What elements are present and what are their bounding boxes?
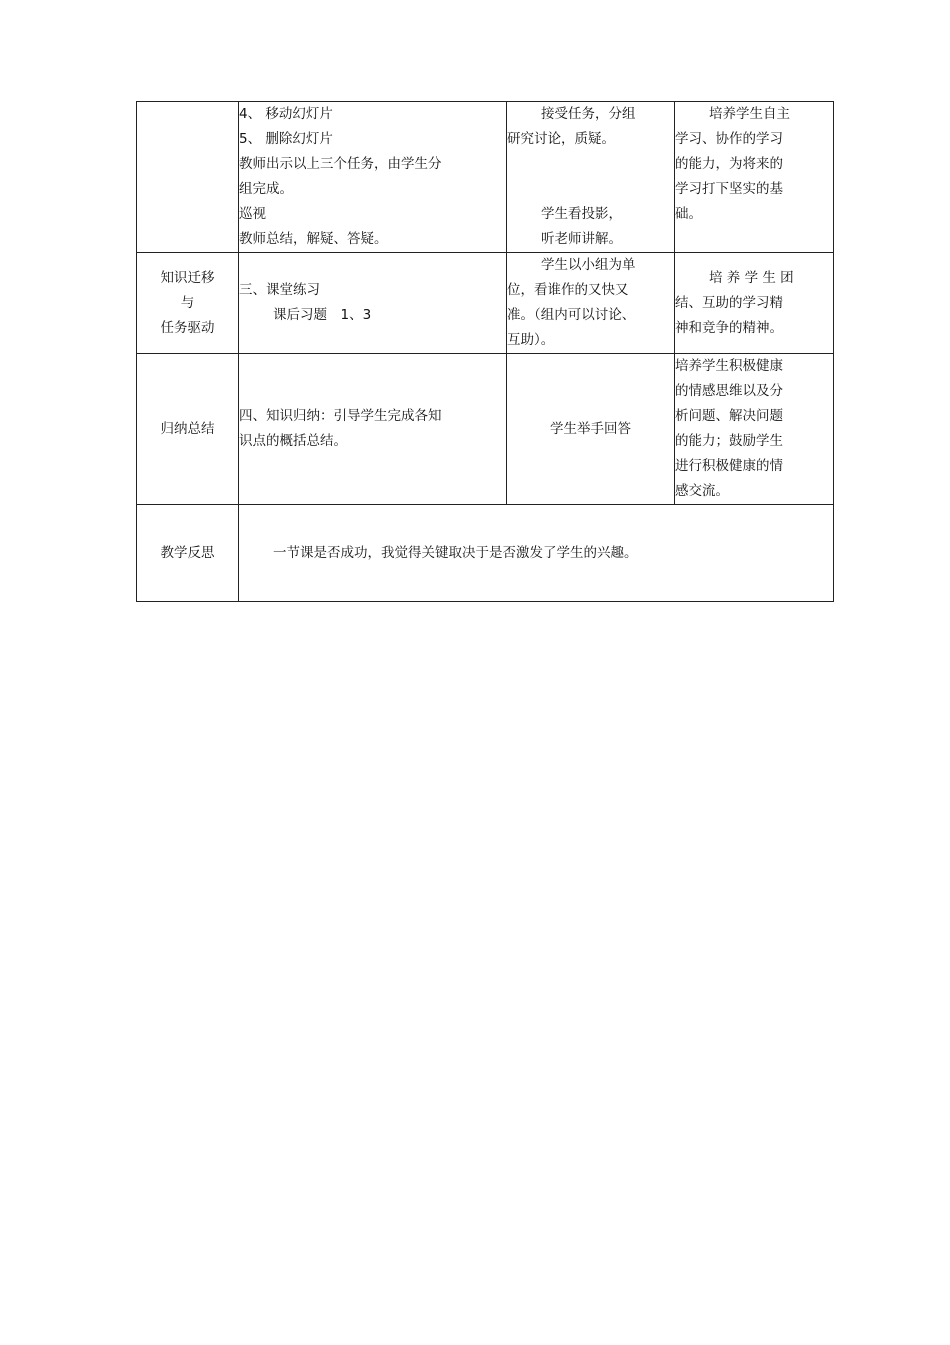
table-row: [137, 354, 834, 505]
text-line: 感交流。: [675, 483, 729, 499]
table-row: [137, 102, 834, 253]
text-line: 教师出示以上三个任务，由学生分: [239, 156, 442, 172]
text-line: 学习打下坚实的基: [675, 181, 783, 197]
text-line: 的情感思维以及分: [675, 383, 783, 399]
text-line: 学生以小组为单: [541, 257, 636, 273]
text-line: 培养学生积极健康: [675, 358, 783, 374]
text-line: 析问题、解决问题: [675, 408, 783, 424]
text-line: 学生举手回答: [550, 420, 631, 437]
text-line: 四、知识归纳：引导学生完成各知: [239, 408, 442, 424]
text-line: 学习、协作的学习: [675, 131, 783, 147]
table-row: [137, 253, 834, 354]
reflection-text-cell: [239, 505, 834, 602]
student-activity-cell: [507, 253, 675, 354]
text-line: 学生看投影，: [541, 206, 622, 222]
student-activity-cell: [507, 102, 675, 253]
text-line: 培 养 学 生 团: [709, 269, 794, 286]
text-line: 进行积极健康的情: [675, 458, 783, 474]
text-line: 教师总结，解疑、答疑。: [239, 231, 388, 247]
text-line: 接受任务，分组: [541, 106, 636, 122]
text-line: 神和竞争的精神。: [675, 319, 783, 336]
student-activity-cell: [507, 354, 675, 505]
reflection-label-cell: [137, 505, 239, 602]
purpose-cell: [675, 253, 834, 354]
text-line: 三、课堂练习: [239, 282, 320, 298]
lesson-plan-table: [136, 101, 834, 602]
text-line: 巡视: [239, 206, 266, 222]
purpose-cell: [675, 102, 834, 253]
text-line: 位，看谁作的又快又: [507, 282, 629, 298]
text-line: 准。（组内可以讨论、: [507, 307, 636, 323]
stage-cell: [137, 354, 239, 505]
text-line: 的能力；鼓励学生: [675, 433, 783, 449]
purpose-cell: [675, 354, 834, 505]
text-line: [507, 152, 674, 177]
stage-label: 与: [180, 294, 195, 311]
text-line: 识点的概括总结。: [239, 433, 347, 449]
stage-label: 任务驱动: [160, 319, 215, 336]
text-line: 培养学生自主: [709, 106, 790, 122]
text-line: 4、 移动幻灯片: [239, 106, 333, 122]
text-line: 的能力，为将来的: [675, 156, 783, 172]
table-row: [137, 505, 834, 602]
text-line: [507, 177, 674, 202]
teacher-activity-cell: [239, 102, 507, 253]
reflection-text: 一节课是否成功，我觉得关键取决于是否激发了学生的兴趣。: [273, 544, 638, 561]
text-line: 听老师讲解。: [541, 231, 622, 247]
text-line: 课后习题 1、3: [273, 307, 372, 323]
text-line: 研究讨论，质疑。: [507, 131, 615, 147]
stage-label: 知识迁移: [160, 269, 215, 286]
text-line: 5、 删除幻灯片: [239, 131, 333, 147]
stage-cell: [137, 253, 239, 354]
stage-label: 归纳总结: [160, 420, 215, 437]
reflection-label: 教学反思: [160, 544, 215, 561]
teacher-activity-cell: [239, 253, 507, 354]
text-line: 结、互助的学习精: [675, 294, 783, 311]
teacher-activity-cell: [239, 354, 507, 505]
text-line: 组完成。: [239, 181, 293, 197]
text-line: 础。: [675, 206, 702, 222]
stage-cell: [137, 102, 239, 253]
text-line: 互助）。: [507, 332, 555, 348]
